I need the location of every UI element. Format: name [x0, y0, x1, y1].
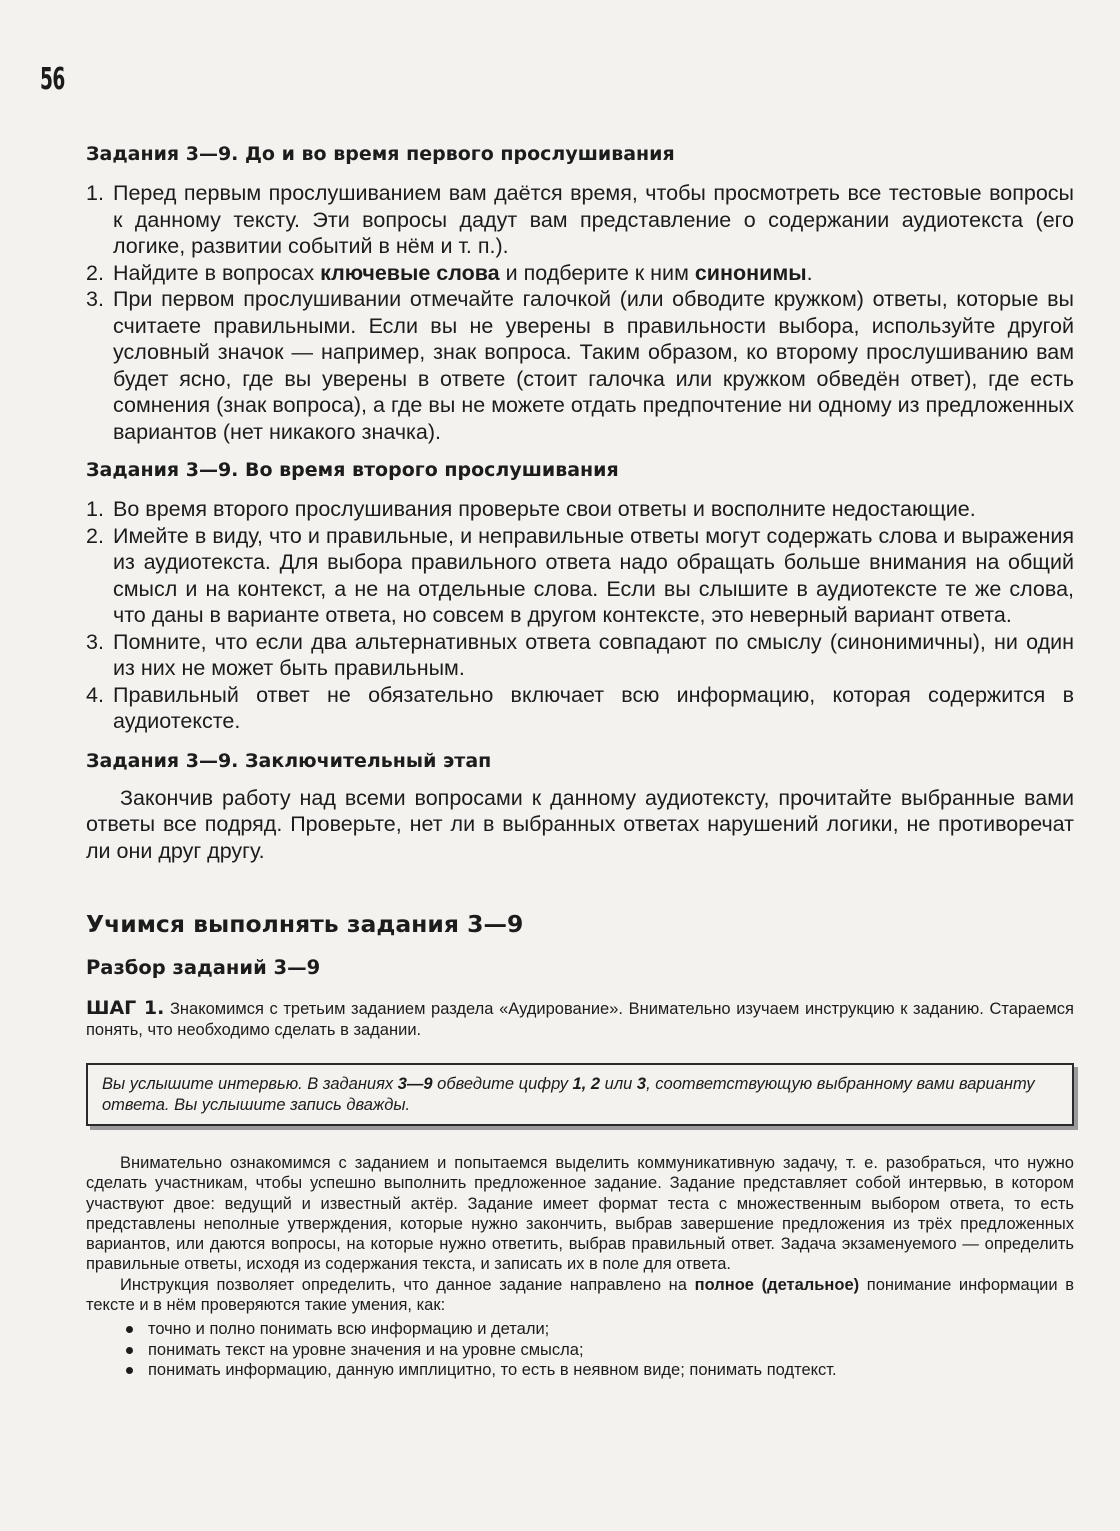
- bullet-item: точно и полно понимать всю информацию и детали;: [86, 1319, 1074, 1340]
- page-content: [86, 140, 1074, 1381]
- item-number: 3.: [86, 629, 104, 654]
- text-run: , соответствующую выбранному вами варианту ответа. Вы услышите запись дважды.: [102, 1075, 1035, 1114]
- list-item: [86, 260, 1074, 287]
- bold-term: полное (детальное): [694, 1275, 860, 1294]
- text-run: Найдите в вопросах: [113, 260, 321, 285]
- section-1-title: Задания 3—9. До и во время первого прослушивания: [86, 143, 675, 165]
- bold-term: 3: [636, 1075, 647, 1093]
- list-item: [86, 629, 1074, 682]
- section-3-title: Задания 3—9. Заключительный этап: [86, 749, 492, 772]
- section-3-text: Закончив работу над всеми вопросами к данному аудиотексту, прочитайте выбранные вами ответы все подряд. Проверьте, нет ли в выбранных ответах нарушений логики, не противоречат ли они друг другу.: [86, 785, 1074, 863]
- bold-term: 1, 2: [572, 1075, 601, 1093]
- text-run: Инструкция позволяет определить, что данное задание направлено на: [120, 1275, 695, 1294]
- bold-term: ключевые слова: [320, 260, 500, 285]
- text-run: Имейте в виду, что и правильные, и неправильные ответы могут содержать слова и выражения из аудиотекста. Для выбора правильного ответа надо обращать больше внимания на общий смысл и на контекст, а не на отдельные слова. Если вы слышите в аудиотексте те же слова, что даны в варианте ответа, но совсем в другом контексте, это неверный вариант ответа.: [113, 523, 1074, 627]
- sub-heading: Разбор заданий 3—9: [86, 956, 321, 979]
- page-number: 56: [40, 62, 65, 97]
- skills-list: [86, 1319, 1074, 1381]
- item-number: 1.: [86, 497, 104, 521]
- text-run: Перед первым прослушиванием вам даётся время, чтобы просмотреть все тестовые вопросы к данному тексту. Эти вопросы дадут вам представление о содержании аудиотекста (его логике, развитии событий в нём и т. п.).: [113, 181, 1074, 258]
- text-run: понимание информации в тексте и в нём проверяются такие умения, как:: [86, 1275, 1075, 1315]
- text-run: Правильный ответ не обязательно включает всю информацию, которая содержится в аудиотексте.: [113, 682, 1074, 733]
- list-item: [86, 496, 1074, 523]
- bold-term: синонимы: [694, 260, 807, 285]
- section-2-list: [86, 496, 1074, 735]
- bold-term: 3—9: [397, 1075, 433, 1093]
- text-run: Помните, что если два альтернативных ответа совпадают по смыслу (синонимичны), ни один из них не может быть правильным.: [113, 629, 1074, 680]
- item-number: 4.: [86, 682, 104, 707]
- item-number: 2.: [86, 260, 104, 285]
- step-1-label: ШАГ 1.: [86, 997, 165, 1019]
- text-run: обведите цифру: [432, 1075, 573, 1093]
- text-run: При первом прослушивании отмечайте галочкой (или обводите кружком) ответы, которые вы считаете правильными. Если вы не уверены в правильности выбора, используйте другой условный значок — например, знак вопроса. Таким образом, ко второму прослушиванию вам будет ясно, где вы уверены в ответе (стоит галочка или кружком обведён ответ), где есть сомнения (знак вопроса), а где вы не можете отдать предпочтение ни одному из предложенных вариантов (нет никакого значка).: [113, 287, 1074, 444]
- step-1: [86, 998, 1074, 1041]
- bullet-item: понимать текст на уровне значения и на уровне смысла;: [86, 1340, 1074, 1361]
- list-item: [86, 286, 1074, 445]
- text-run: Во время второго прослушивания проверьте свои ответы и восполните недостающие.: [113, 497, 976, 521]
- item-number: 1.: [86, 181, 104, 205]
- text-run: .: [806, 260, 813, 285]
- section-2-title: Задания 3—9. Во время второго прослушивания: [86, 459, 619, 481]
- bullet-item: понимать информацию, данную имплицитно, то есть в неявном виде; понимать подтекст.: [86, 1360, 1074, 1381]
- instruction-box: [86, 1063, 1074, 1126]
- text-run: Вы услышите интервью. В заданиях: [102, 1075, 398, 1093]
- body-paragraph-2: [86, 1275, 1074, 1316]
- step-1-text: Знакомимся с третьим заданием раздела «Аудирование». Внимательно изучаем инструкцию к заданию. Стараемся понять, что необходимо сделать в задании.: [86, 1000, 1074, 1039]
- item-number: 3.: [86, 287, 104, 311]
- item-number: 2.: [86, 523, 104, 548]
- list-item: [86, 180, 1074, 260]
- list-item: [86, 523, 1074, 629]
- text-run: и подберите к ним: [499, 260, 695, 285]
- main-heading: Учимся выполнять задания 3—9: [86, 910, 524, 938]
- text-run: или: [600, 1075, 637, 1093]
- body-paragraph-1: Внимательно ознакомимся с заданием и попытаемся выделить коммуникативную задачу, т. е. разобраться, что нужно сделать участникам, чтобы успешно выполнить предложенное задание. Задание представляет собой интервью, в котором участвуют двое: ведущий и известный актёр. Задание имеет формат теста с множественным выбором ответа, то есть представлены неполные утверждения, которые нужно закончить, выбрав завершение предложения из трёх предложенных вариантов, или даются вопросы, на которые нужно ответить, выбрав правильный ответ. Задача экзаменуемого — определить правильные ответы, исходя из содержания текста, и записать их в поле для ответа.: [86, 1154, 1074, 1274]
- section-1-list: [86, 180, 1074, 445]
- list-item: [86, 682, 1074, 735]
